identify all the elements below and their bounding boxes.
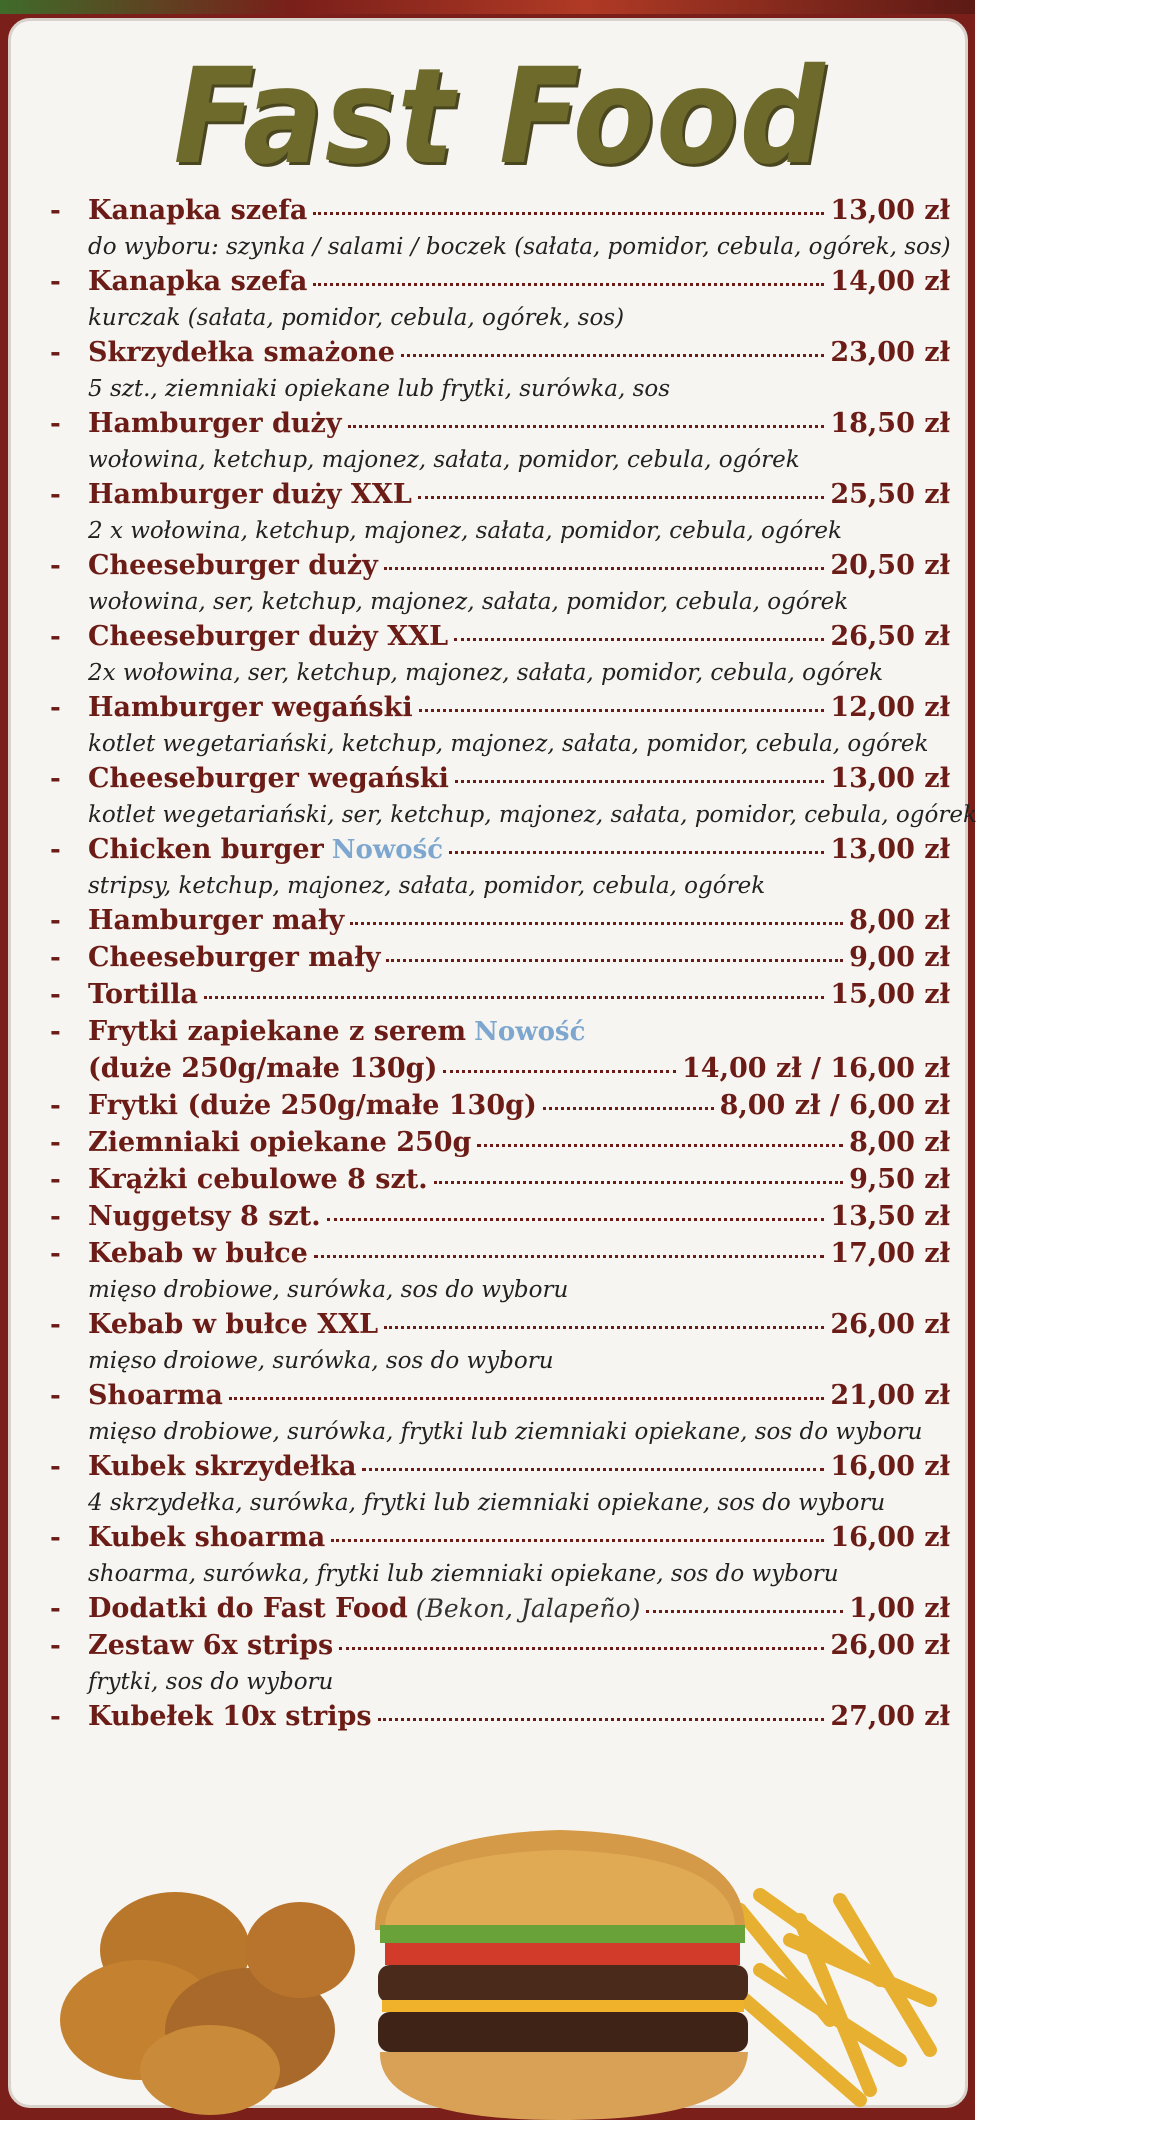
menu-item-name: Kubek shoarma <box>88 1522 326 1553</box>
dot-leader <box>419 709 825 712</box>
menu-item <box>50 1522 950 1593</box>
menu-item-price: 26,00 zł <box>830 1630 950 1661</box>
bullet-dash: - <box>50 409 61 439</box>
menu-item <box>50 1451 950 1522</box>
menu-item-row <box>50 1522 950 1559</box>
menu-item-description: kurczak (sałata, pomidor, cebula, ogórek, sos) <box>88 305 625 331</box>
menu-item <box>50 1309 950 1380</box>
dot-leader <box>327 1218 825 1221</box>
menu-item-price: 13,50 zł <box>830 1201 950 1232</box>
menu-item <box>50 266 950 337</box>
menu-item-name: Chicken burger <box>88 834 324 865</box>
menu-item <box>50 1380 950 1451</box>
bullet-dash: - <box>50 980 61 1010</box>
bullet-dash: - <box>50 480 61 510</box>
menu-item-name: Kubek skrzydełka <box>88 1451 357 1482</box>
menu-item-description: kotlet wegetariański, ketchup, majonez, sałata, pomidor, cebula, ogórek <box>88 731 929 757</box>
menu-item-name: Hamburger duży <box>88 408 342 439</box>
nuggets-icon <box>60 1892 355 2115</box>
menu-item <box>50 979 950 1016</box>
menu-item <box>50 408 950 479</box>
menu-item-row <box>50 1238 950 1275</box>
dot-leader <box>434 1181 843 1184</box>
menu-title: Fast Food <box>173 40 827 194</box>
menu-item <box>50 1090 950 1127</box>
bullet-dash: - <box>50 1239 61 1269</box>
dot-leader <box>331 1539 824 1542</box>
menu-item-row <box>50 1016 950 1053</box>
menu-item-price: 13,00 zł <box>830 834 950 865</box>
menu-item-name: Nuggetsy 8 szt. <box>88 1201 321 1232</box>
menu-item-row <box>50 195 950 232</box>
menu-item <box>50 1164 950 1201</box>
menu-item-price: 13,00 zł <box>830 763 950 794</box>
bullet-dash: - <box>50 1631 61 1661</box>
menu-item-row <box>50 1090 950 1127</box>
menu-item-price: 9,00 zł <box>849 942 950 973</box>
dot-leader <box>348 425 825 428</box>
dot-leader <box>362 1468 824 1471</box>
dot-leader <box>449 851 824 854</box>
menu-item-name-continued: (duże 250g/małe 130g) <box>88 1053 438 1084</box>
bullet-dash: - <box>50 1381 61 1411</box>
menu-item <box>50 550 950 621</box>
dot-leader <box>313 283 824 286</box>
menu-item <box>50 621 950 692</box>
menu-item-name: Skrzydełka smażone <box>88 337 395 368</box>
menu-item <box>50 1016 950 1090</box>
menu-item-price: 27,00 zł <box>830 1701 950 1732</box>
menu-item-name: Dodatki do Fast Food <box>88 1593 408 1624</box>
menu-item-description: mięso drobiowe, surówka, sos do wyboru <box>88 1277 569 1303</box>
bullet-dash: - <box>50 1702 61 1732</box>
menu-item-description: frytki, sos do wyboru <box>88 1669 334 1695</box>
menu-item-description: mięso drobiowe, surówka, frytki lub ziemniaki opiekane, sos do wyboru <box>88 1419 923 1445</box>
menu-item-description: 2x wołowina, ser, ketchup, majonez, sałata, pomidor, cebula, ogórek <box>88 660 884 686</box>
menu-item-price: 9,50 zł <box>849 1164 950 1195</box>
bullet-dash: - <box>50 764 61 794</box>
menu-item-name: Frytki zapiekane z serem <box>88 1016 467 1047</box>
dot-leader <box>646 1610 843 1613</box>
menu-item-row <box>50 1127 950 1164</box>
menu-item-price: 13,00 zł <box>830 195 950 226</box>
menu-item-extras: (Bekon, Jalapeño) <box>407 1594 641 1623</box>
menu-item-description: do wyboru: szynka / salami / boczek (sałata, pomidor, cebula, ogórek, sos) <box>88 234 951 260</box>
menu-item-name: Kanapka szefa <box>88 266 308 297</box>
bullet-dash: - <box>50 1017 61 1047</box>
bullet-dash: - <box>50 943 61 973</box>
menu-item-row <box>50 550 950 587</box>
menu-item <box>50 692 950 763</box>
menu-item-description: shoarma, surówka, frytki lub ziemniaki opiekane, sos do wyboru <box>88 1561 839 1587</box>
bullet-dash: - <box>50 338 61 368</box>
menu-item-description: 2 x wołowina, ketchup, majonez, sałata, pomidor, cebula, ogórek <box>88 518 842 544</box>
menu-list <box>50 195 977 1738</box>
menu-item-price: 14,00 zł <box>830 266 950 297</box>
menu-item <box>50 834 950 905</box>
menu-item <box>50 479 950 550</box>
menu-item-price: 18,50 zł <box>830 408 950 439</box>
menu-item-row <box>50 1630 950 1667</box>
menu-item-name: Ziemniaki opiekane 250g <box>88 1127 472 1158</box>
food-illustration <box>0 1800 975 2120</box>
menu-item-row <box>50 621 950 658</box>
menu-item-row <box>50 1451 950 1488</box>
dot-leader <box>443 1070 676 1073</box>
menu-item-description: 5 szt., ziemniaki opiekane lub frytki, surówka, sos <box>88 376 671 402</box>
menu-item <box>50 1593 950 1630</box>
menu-item-description: 4 skrzydełka, surówka, frytki lub ziemniaki opiekane, sos do wyboru <box>88 1490 886 1516</box>
dot-leader <box>313 212 824 215</box>
dot-leader <box>229 1397 824 1400</box>
menu-item-row <box>50 1380 950 1417</box>
menu-item-price: 16,00 zł <box>830 1451 950 1482</box>
dot-leader <box>339 1647 824 1650</box>
bullet-dash: - <box>50 551 61 581</box>
menu-item-name: Tortilla <box>88 979 198 1010</box>
fries-icon <box>740 1895 930 2100</box>
menu-item-row <box>50 266 950 303</box>
menu-item <box>50 1201 950 1238</box>
menu-item-price: 12,00 zł <box>830 692 950 723</box>
menu-item <box>50 905 950 942</box>
bullet-dash: - <box>50 1091 61 1121</box>
dot-leader <box>454 638 824 641</box>
menu-item-description: wołowina, ser, ketchup, majonez, sałata, pomidor, cebula, ogórek <box>88 589 849 615</box>
menu-item-price: 26,00 zł <box>830 1309 950 1340</box>
menu-item-price: 25,50 zł <box>830 479 950 510</box>
bullet-dash: - <box>50 1165 61 1195</box>
menu-item-row <box>50 1309 950 1346</box>
menu-item-price: 20,50 zł <box>830 550 950 581</box>
menu-item-row <box>50 942 950 979</box>
menu-item-price: 23,00 zł <box>830 337 950 368</box>
dot-leader <box>477 1144 843 1147</box>
bullet-dash: - <box>50 906 61 936</box>
menu-item-row <box>50 1201 950 1238</box>
dot-leader <box>378 1718 825 1721</box>
bullet-dash: - <box>50 1202 61 1232</box>
bullet-dash: - <box>50 1523 61 1553</box>
bullet-dash: - <box>50 267 61 297</box>
menu-item <box>50 1630 950 1701</box>
menu-item-row <box>50 408 950 445</box>
menu-item <box>50 1238 950 1309</box>
bullet-dash: - <box>50 693 61 723</box>
menu-item-name: Shoarma <box>88 1380 223 1411</box>
burger-icon <box>375 1830 748 2120</box>
new-badge: Nowość <box>474 1017 586 1047</box>
menu-item-name: Kebab w bułce XXL <box>88 1309 379 1340</box>
menu-item-row <box>50 905 950 942</box>
bullet-dash: - <box>50 835 61 865</box>
menu-item-row <box>50 1164 950 1201</box>
menu-item-price: 26,50 zł <box>830 621 950 652</box>
menu-item <box>50 1127 950 1164</box>
menu-item-price: 15,00 zł <box>830 979 950 1010</box>
menu-item <box>50 1701 950 1738</box>
menu-item-name: Kebab w bułce <box>88 1238 308 1269</box>
menu-item-row <box>50 763 950 800</box>
bullet-dash: - <box>50 1128 61 1158</box>
menu-item-name: Cheeseburger wegański <box>88 763 449 794</box>
dot-leader <box>418 496 825 499</box>
dot-leader <box>204 996 824 999</box>
menu-item-row <box>50 834 950 871</box>
dot-leader <box>384 567 825 570</box>
dot-leader <box>543 1107 714 1110</box>
menu-item-price: 17,00 zł <box>830 1238 950 1269</box>
menu-item-price: 1,00 zł <box>849 1593 950 1624</box>
menu-item-name: Hamburger mały <box>88 905 345 936</box>
menu-item-name: Hamburger duży XXL <box>88 479 412 510</box>
bullet-dash: - <box>50 1452 61 1482</box>
menu-item <box>50 763 977 834</box>
menu-item <box>50 337 950 408</box>
menu-item-price: 14,00 zł / 16,00 zł <box>682 1053 950 1084</box>
menu-item-row <box>50 692 950 729</box>
bullet-dash: - <box>50 196 61 226</box>
menu-item-row <box>50 1701 950 1738</box>
menu-item-name: Kubełek 10x strips <box>88 1701 372 1732</box>
menu-item-price: 8,00 zł <box>849 1127 950 1158</box>
bullet-dash: - <box>50 1594 61 1624</box>
dot-leader <box>386 959 843 962</box>
top-decor-strip <box>0 0 975 14</box>
menu-item-name: Hamburger wegański <box>88 692 413 723</box>
menu-item-row <box>50 1593 950 1630</box>
menu-item-row <box>50 979 950 1016</box>
dot-leader <box>314 1255 824 1258</box>
menu-item-price: 8,00 zł <box>849 905 950 936</box>
menu-item <box>50 195 950 266</box>
dot-leader <box>350 922 843 925</box>
right-margin <box>975 0 1152 2145</box>
menu-item-description: stripsy, ketchup, majonez, sałata, pomidor, cebula, ogórek <box>88 873 766 899</box>
menu-item-description: wołowina, ketchup, majonez, sałata, pomidor, cebula, ogórek <box>88 447 800 473</box>
menu-item-row-continued <box>50 1053 950 1090</box>
dot-leader <box>455 780 824 783</box>
menu-item-price: 8,00 zł / 6,00 zł <box>719 1090 950 1121</box>
menu-item-name: Frytki (duże 250g/małe 130g) <box>88 1090 537 1121</box>
bullet-dash: - <box>50 622 61 652</box>
new-badge: Nowość <box>331 835 444 865</box>
menu-item-name: Krążki cebulowe 8 szt. <box>88 1164 428 1195</box>
menu-item-row <box>50 479 950 516</box>
dot-leader <box>401 354 824 357</box>
bullet-dash: - <box>50 1310 61 1340</box>
menu-item-row <box>50 337 950 374</box>
menu-item-name: Zestaw 6x strips <box>88 1630 334 1661</box>
menu-item <box>50 942 950 979</box>
menu-item-name: Cheeseburger duży <box>88 550 378 581</box>
menu-item-description: mięso droiowe, surówka, sos do wyboru <box>88 1348 554 1374</box>
menu-item-name: Cheeseburger duży XXL <box>88 621 449 652</box>
dot-leader <box>384 1326 824 1329</box>
menu-item-name: Kanapka szefa <box>88 195 308 226</box>
menu-item-description: kotlet wegetariański, ser, ketchup, majonez, sałata, pomidor, cebula, ogórek <box>88 802 977 828</box>
menu-item-name: Cheeseburger mały <box>88 942 381 973</box>
menu-item-price: 16,00 zł <box>830 1522 950 1553</box>
menu-item-price: 21,00 zł <box>830 1380 950 1411</box>
